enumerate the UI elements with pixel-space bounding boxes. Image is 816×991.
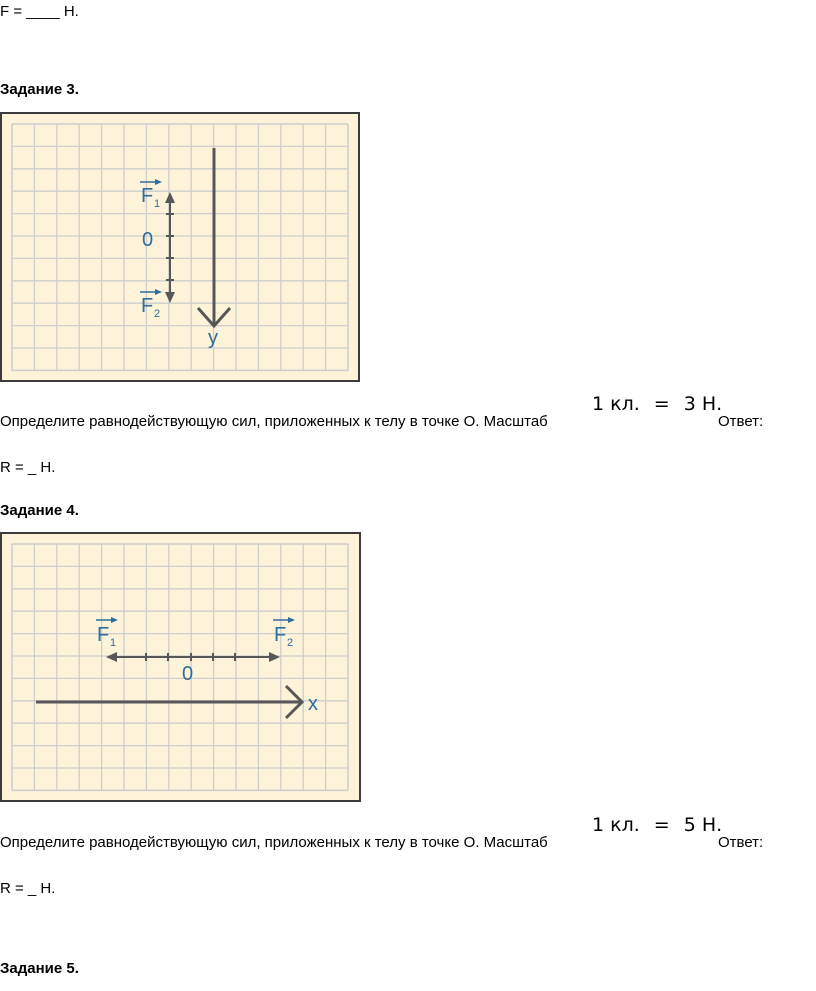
f1-vector-arrow-sign-head <box>155 179 162 185</box>
f1-arrowhead <box>165 192 175 203</box>
task-3-figure <box>0 112 360 382</box>
top-answer-unit: Н. <box>63 3 79 20</box>
task-4-answer-label: Ответ: <box>718 834 764 851</box>
task-3-scale <box>592 393 722 415</box>
f2-arrowhead <box>269 652 280 662</box>
task-4-question: Определите равнодействующую сил, приложенных к телу в точке О. Масштаб <box>0 834 548 851</box>
task-4-title: Задание 4. <box>0 502 79 519</box>
top-answer <box>0 3 79 21</box>
task-4-grid <box>12 544 348 790</box>
scale-left: 1 кл. <box>592 814 640 836</box>
top-answer-prefix: F = <box>0 3 23 20</box>
task-4-result: R = _ Н. <box>0 880 56 897</box>
task-3-grid <box>12 124 348 370</box>
scale-right: 3 Н. <box>683 393 723 415</box>
task-3-diagram <box>2 114 358 380</box>
task-3-question: Определите равнодействующую сил, приложенных к телу в точке О. Масштаб <box>0 413 548 430</box>
f2-vector-arrow-sign-head <box>288 617 295 623</box>
y-axis-label: y <box>208 327 218 349</box>
task-5-title: Задание 5. <box>0 960 79 977</box>
f1-label: F <box>141 185 154 207</box>
scale-left: 1 кл. <box>592 393 640 415</box>
f1-label: F <box>97 624 110 646</box>
task-3-title: Задание 3. <box>0 81 79 98</box>
f2-subscript: 2 <box>154 308 161 320</box>
f2-label: F <box>274 624 287 646</box>
scale-equals: = <box>653 814 670 836</box>
f2-subscript: 2 <box>287 637 294 649</box>
scale-right: 5 Н. <box>683 814 723 836</box>
f2-arrowhead <box>165 292 175 303</box>
scale-equals: = <box>653 393 670 415</box>
x-axis-label: x <box>308 693 318 715</box>
origin-label: 0 <box>142 229 154 251</box>
f1-vector-arrow-sign-head <box>111 617 118 623</box>
f1-subscript: 1 <box>110 637 117 649</box>
task-3-answer-label: Ответ: <box>718 413 764 430</box>
task-4-scale <box>592 814 722 836</box>
f1-subscript: 1 <box>154 198 161 210</box>
f2-vector-arrow-sign-head <box>155 289 162 295</box>
task-4-figure <box>0 532 361 802</box>
f1-arrowhead <box>106 652 117 662</box>
task-4-diagram <box>2 534 359 800</box>
top-answer-blank: ____ <box>26 3 60 20</box>
origin-label: 0 <box>182 663 194 685</box>
f2-label: F <box>141 295 154 317</box>
task-3-result: R = _ Н. <box>0 459 56 476</box>
